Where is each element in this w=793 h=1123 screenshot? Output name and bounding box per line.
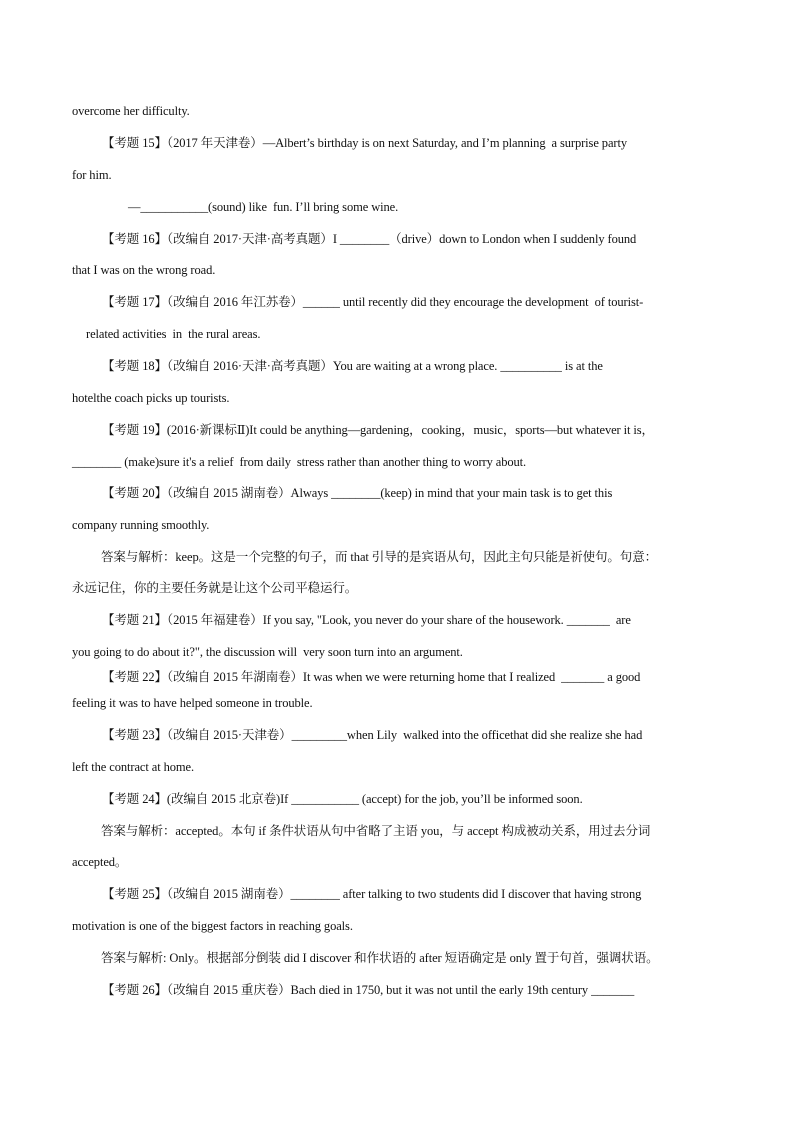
text-line: for him.	[72, 168, 112, 182]
text-line: left the contract at home.	[72, 760, 194, 774]
text-line: company running smoothly.	[72, 518, 210, 532]
question-20-line: 【考题 20】（改编自 2015 湖南卷）Always ________(keep) in mind that your main task is to get this	[102, 486, 613, 500]
question-15-line: 【考题 15】（2017 年天津卷）—Albert’s birthday is on next Saturday, and I’m planning a surprise party	[102, 136, 627, 150]
answer-analysis-line: accepted。	[72, 855, 128, 869]
question-25-line: 【考题 25】（改编自 2015 湖南卷）________ after talking to two students did I discover that having strong	[102, 887, 642, 901]
question-23-line: 【考题 23】（改编自 2015·天津卷）_________when Lily walked into the officethat did she realize she had	[102, 728, 643, 742]
text-line: overcome her difficulty.	[72, 104, 190, 118]
question-22-line: 【考题 22】（改编自 2015 年湖南卷）It was when we were returning home that I realized _______ a good	[102, 670, 641, 684]
question-18-line: 【考题 18】（改编自 2016·天津·高考真题）You are waiting at a wrong place. __________ is at the	[102, 359, 603, 373]
text-line: motivation is one of the biggest factors in reaching goals.	[72, 919, 353, 933]
question-21-line: 【考题 21】（2015 年福建卷）If you say, "Look, you never do your share of the housework. _______ are	[102, 613, 631, 627]
question-19-line: 【考题 19】(2016·新课标Ⅱ)It could be anything—gardening，cooking，music，sports—but whatever it is，	[102, 423, 654, 437]
text-line: hotelthe coach picks up tourists.	[72, 391, 230, 405]
text-line: that I was on the wrong road.	[72, 263, 216, 277]
text-line: related activities in the rural areas.	[86, 327, 261, 341]
text-line: ________ (make)sure it's a relief from daily stress rather than another thing to worry about.	[72, 455, 527, 469]
answer-analysis-line: 答案与解析：keep。这是一个完整的句子，而 that 引导的是宾语从句，因此主句只能是祈使句。句意：	[101, 550, 657, 564]
text-line: you going to do about it?", the discussion will very soon turn into an argument.	[72, 645, 463, 659]
answer-analysis-line: 答案与解析：accepted。本句 if 条件状语从句中省略了主语 you，与 accept 构成被动关系，用过去分词	[101, 824, 651, 838]
answer-analysis-line: 永远记住，你的主要任务就是让这个公司平稳运行。	[72, 581, 358, 595]
question-24-line: 【考题 24】(改编自 2015 北京卷)If ___________ (accept) for the job, you’ll be informed soon.	[102, 792, 583, 806]
question-16-line: 【考题 16】（改编自 2017·天津·高考真题）I ________（drive）down to London when I suddenly found	[102, 232, 637, 246]
text-line: feeling it was to have helped someone in trouble.	[72, 696, 313, 710]
text-line: —___________(sound) like fun. I’ll bring some wine.	[128, 200, 399, 214]
question-17-line: 【考题 17】（改编自 2016 年江苏卷）______ until recently did they encourage the development of tourist-	[102, 295, 644, 309]
question-26-line: 【考题 26】（改编自 2015 重庆卷）Bach died in 1750, but it was not until the early 19th century _______	[102, 983, 635, 997]
answer-analysis-line: 答案与解析: Only。根据部分倒装 did I discover 和作状语的 after 短语确定是 only 置于句首，强调状语。	[101, 951, 659, 965]
